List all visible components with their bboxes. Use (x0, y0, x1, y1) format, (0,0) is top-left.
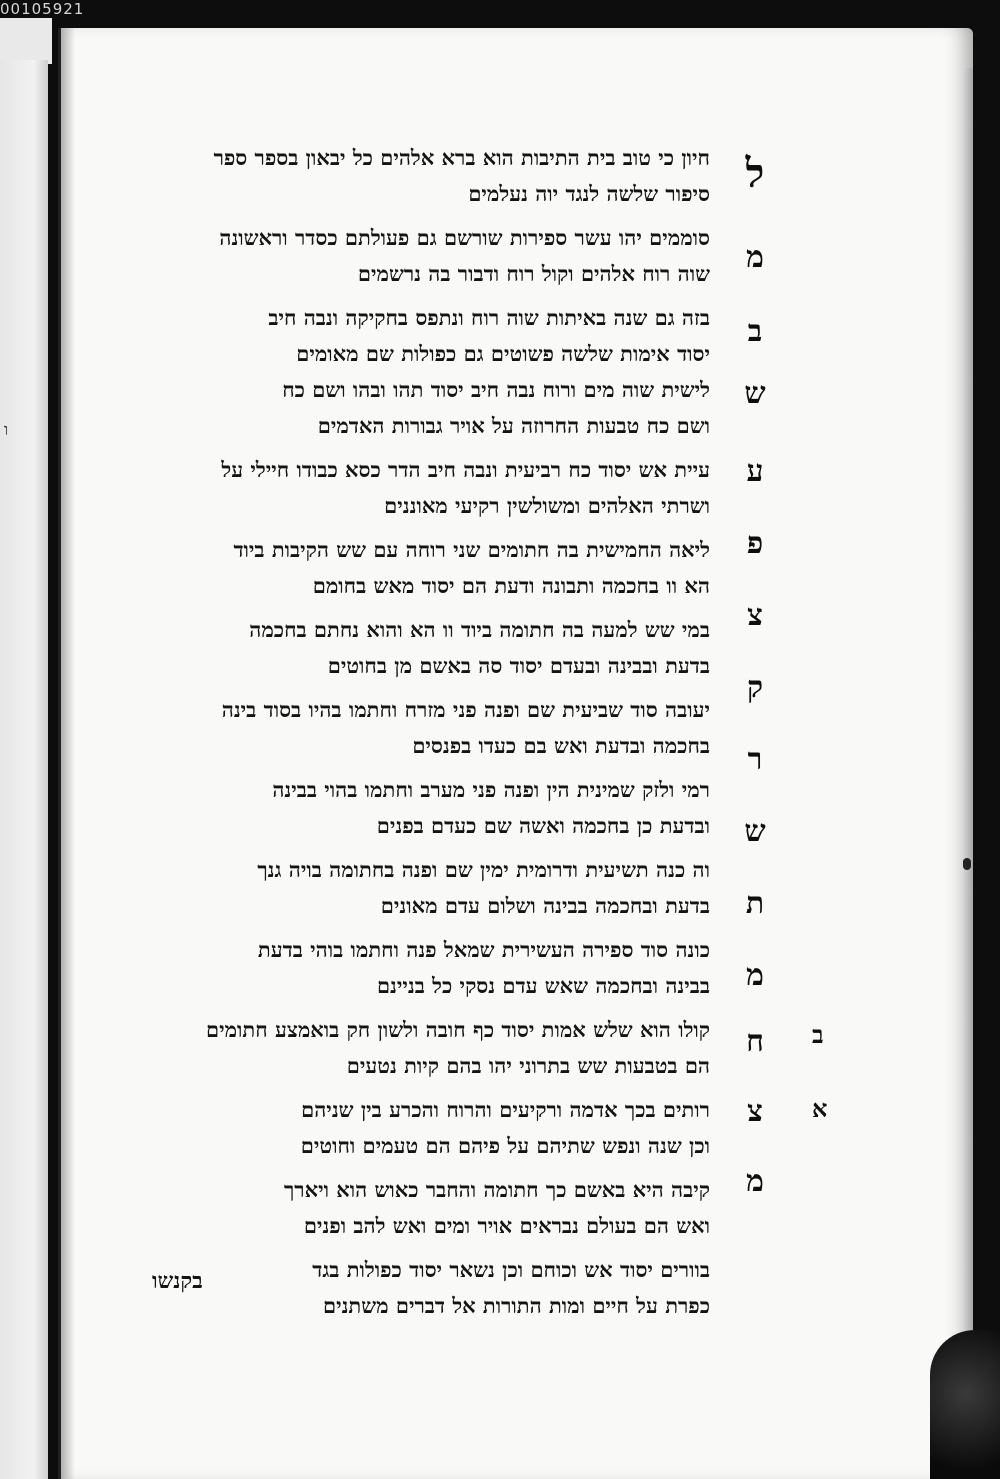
text-line: בזה גם שנה באיתות שוה רוח ונתפס בחקיקה ונבה חיב (268, 305, 710, 330)
text-line: חיון כי טוב בית התיבות הוא ברא אלהים כל יבאון בספר ספר (213, 145, 710, 170)
catchword: בקנשו (152, 1268, 203, 1294)
text-line: קולו הוא שלש אמות יסוד כף חובה ולשון חק בואמצע חתומים (205, 1017, 710, 1042)
margin-letter: ת (745, 886, 765, 921)
text-line: ושם כח טבעות החרוזה על אויר גבורות האדמים (317, 413, 710, 438)
margin-letter: ש (744, 814, 766, 849)
text-line: הם בטבעות שש בתרוני יהו בהם קיות נטעים (346, 1053, 710, 1078)
margin-letter: ח (746, 1024, 764, 1059)
frame-id-label: 00105921 (0, 0, 85, 18)
spine-shadow (61, 28, 75, 1479)
margin-letter: ר (747, 742, 763, 777)
text-line: יעובה סוד שביעית שם ופנה פני מזרח וחתמו בהיו בסוד בינה (221, 697, 710, 722)
facing-page-edge (0, 60, 48, 1479)
text-line: סוממים יהו עשר ספירות שורשם גם פעולתם כסדר וראשונה (219, 225, 710, 250)
text-line: וכן שנה ונפש שתיהם על פיהם הם טעמים וחוטים (300, 1133, 710, 1158)
margin-letter: ל (745, 150, 765, 197)
text-line: קיבה היא באשם כך חתומה והחבר כאוש הוא ויארך (283, 1177, 710, 1202)
margin-letter: מ (746, 1164, 764, 1199)
text-line: כפרת על חיים ומות התורות אל דברים משתנים (322, 1293, 710, 1318)
text-line: וה כנה תשיעית ודרומית ימין שם ופנה בחתומה בויה גנך (257, 857, 710, 882)
text-line: במי שש למעה בה חתומה ביוד וו הא והוא נחתם בחכמה (249, 617, 710, 642)
margin-letter: ב (747, 314, 763, 349)
page-edge (963, 68, 973, 1368)
text-line: בוורים יסוד אש וכוחם וכן נשאר יסוד כפולות בגד (312, 1257, 710, 1282)
margin-letter: ק (746, 670, 764, 705)
margin-letter: ע (746, 454, 764, 489)
text-line: הא וו בחכמה ותבונה ודעת הם יסוד מאש בחומם (312, 573, 710, 598)
text-line: ואש הם בעולם נבראים אויר ומים ואש להב ופנים (303, 1213, 710, 1238)
margin-letter: ש (744, 376, 766, 411)
text-line: רמי ולזק שמינית הין ופנה פני מערב וחתמו בהוי בבינה (272, 777, 710, 802)
facing-page-mark: ו (4, 420, 9, 439)
edge-mark (963, 858, 971, 870)
text-block (150, 140, 710, 1324)
margin-letter: צ (747, 1094, 763, 1129)
text-line: סיפור שלשה לנגד יוה נעלמים (468, 181, 710, 206)
text-line: בדעת ובבינה ובעדם יסוד סה באשם מן בחוטים (327, 653, 710, 678)
side-letter-alef: א (812, 1094, 828, 1123)
text-line: יסוד אימות שלשה פשוטים גם כפולות שם מאומים (296, 341, 710, 366)
text-line: לישית שוה מים ורוח נבה חיב יסוד תהו ובהו ושם כח (282, 377, 710, 402)
text-line: בבינה ובחכמה שאש עדם נסקי כל בניינם (376, 973, 710, 998)
text-line: ובדעת כן בחכמה ואשה שם כעדם בפנים (376, 813, 710, 838)
side-letter-bet: ב (812, 1020, 824, 1049)
text-line: בחכמה ובדעת ואש בם כעדו בפנסים (412, 733, 710, 758)
text-line: שוה רוח אלהים וקול רוח ודבור בה נרשמים (357, 261, 710, 286)
text-line: רותים בכך אדמה ורקיעים והרוח והכרע בין שניהם (301, 1097, 710, 1122)
text-line: כונה סוד ספירה העשירית שמאל פנה וחתמו בוהי בדעת (257, 937, 710, 962)
margin-letter: פ (746, 526, 764, 561)
thumb-holding-page (930, 1330, 1000, 1479)
text-line: עיית אש יסוד כח רביעית ונבה חיב הדר כסא כבודו חיילי על (221, 457, 710, 482)
facing-page-top (0, 18, 52, 64)
text-line: ליאה החמישית בה חתומים שני רוחה עם שש הקיבות ביוד (233, 537, 710, 562)
margin-letter: מ (746, 240, 764, 275)
margin-letter: מ (746, 958, 764, 993)
text-line: בדעת ובחכמה בבינה ושלום עדם מאונים (380, 893, 710, 918)
text-line: ושרתי האלהים ומשולשין רקיעי מאוננים (384, 493, 710, 518)
margin-letter: צ (747, 598, 763, 633)
